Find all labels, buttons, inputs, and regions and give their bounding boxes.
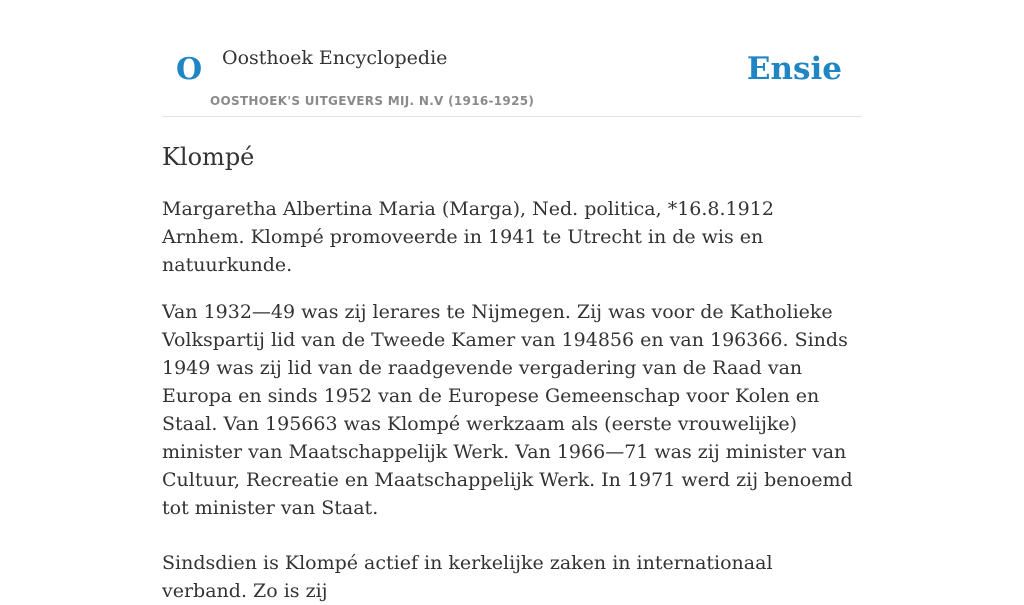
article [162, 141, 862, 605]
article-title: Klompé [162, 143, 255, 171]
ensie-brand-link[interactable]: Ensie [746, 51, 842, 87]
encyclopedia-name-link[interactable]: Oosthoek Encyclopedie [222, 47, 448, 69]
article-paragraph: Sindsdien is Klompé actief in kerkelijke zaken in internationaal verband. Zo is zij [162, 552, 773, 602]
article-paragraph: Van 1932—49 was zij lerares te Nijmegen. Zij was voor de Katholieke Volkspartij lid van de Tweede Kamer van 194856 en van 196366. Sinds 1949 was zij lid van de raadgevende vergadering van de Raad van Europa en sinds 1952 van de Europese Gemeenschap voor Kolen en Staal. Van 195663 was Klompé werkzaam als (eerste vrouwelijke) minister van Maatschappelijk Werk. Van 1966—71 was zij minister van Cultuur, Recreatie en Maatschappelijk Werk. In 1971 werd zij benoemd tot minister van Staat. [162, 301, 853, 519]
content-column [162, 0, 862, 605]
site-header [162, 0, 862, 117]
site-logo-letter[interactable]: O [176, 52, 203, 87]
publisher-subtitle: OOSTHOEK'S UITGEVERS MIJ. N.V (1916-1925) [210, 94, 535, 108]
article-paragraph: Margaretha Albertina Maria (Marga), Ned. politica, *16.8.1912 Arnhem. Klompé promoveerde in 1941 te Utrecht in de wis en natuurkunde. [162, 198, 774, 276]
